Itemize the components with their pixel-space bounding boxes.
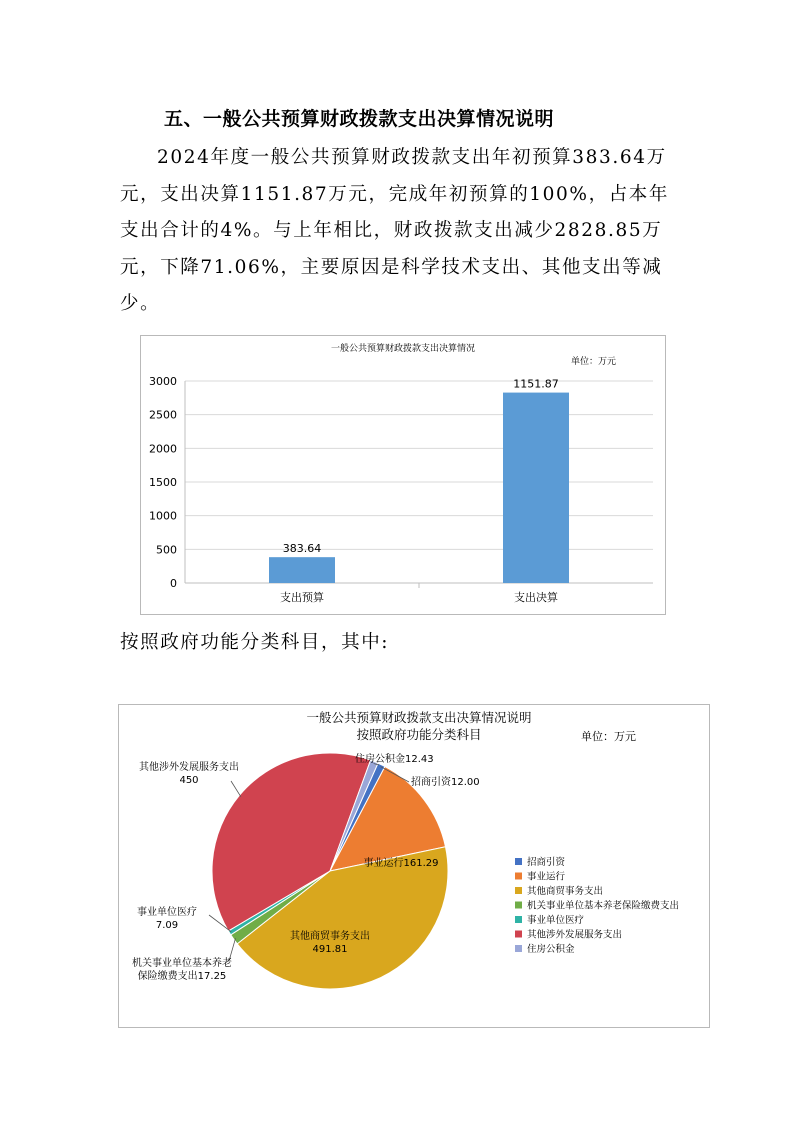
slice-label: 住房公积金12.43	[355, 754, 434, 765]
pie-chart-title: 一般公共预算财政拨款支出决算情况说明	[306, 710, 532, 725]
slice-label: 事业运行161.29	[363, 858, 439, 869]
legend-swatch	[515, 858, 522, 865]
slice-value-label: 保险缴费支出17.25	[137, 971, 227, 982]
sub-heading: 按照政府功能分类科目，其中:	[120, 632, 390, 653]
bar-chart-unit: 单位：万元	[571, 357, 617, 367]
legend-swatch	[515, 887, 522, 894]
pie-chart-panel	[118, 704, 710, 1028]
x-tick-label: 支出预算	[280, 591, 324, 604]
paragraph-text: 2024年度一般公共预算财政拨款支出年初预算383.64万元，支出决算1151.87万元，完成年初预算的100%，占本年支出合计的4%。与上年相比，财政拨款支出减少2828.85万元，下降71.06%，主要原因是科学技术支出、其他支出等减少。	[120, 147, 669, 314]
legend-label: 其他商贸事务支出	[527, 886, 604, 897]
legend-swatch	[515, 945, 522, 952]
bar-chart-panel	[140, 335, 666, 615]
section-heading: 五、一般公共预算财政拨款支出决算情况说明	[164, 108, 555, 130]
slice-label: 事业单位医疗	[137, 907, 197, 918]
slice-value-label: 7.09	[155, 920, 179, 931]
slice-value-label: 450	[179, 775, 199, 786]
bar	[503, 393, 569, 583]
bar-chart-title: 一般公共预算财政拨款支出决算情况	[330, 344, 476, 354]
legend-label: 住房公积金	[527, 944, 575, 955]
slice-value-label: 491.81	[312, 944, 348, 955]
pie-chart	[119, 705, 709, 1027]
y-tick-label: 0	[170, 577, 177, 590]
y-tick-label: 1000	[149, 509, 177, 523]
slice-label: 其他涉外发展服务支出	[139, 762, 239, 773]
slice-label: 机关事业单位基本养老	[132, 958, 232, 969]
legend-swatch	[515, 931, 522, 938]
bar	[269, 557, 335, 583]
y-tick-label: 1500	[149, 476, 177, 489]
pie-chart-unit: 单位：万元	[581, 730, 636, 743]
legend-swatch	[515, 916, 522, 923]
pie-chart-subtitle: 按照政府功能分类科目	[356, 727, 482, 742]
y-tick-label: 2500	[149, 408, 177, 422]
y-tick-label: 3000	[149, 375, 177, 388]
legend-label: 机关事业单位基本养老保险缴费支出	[527, 900, 680, 912]
y-tick-label: 500	[156, 543, 177, 557]
body-paragraph	[120, 140, 680, 323]
legend-label: 其他涉外发展服务支出	[527, 929, 623, 941]
y-tick-label: 2000	[149, 442, 177, 456]
legend-label: 事业运行	[527, 871, 566, 883]
slice-label: 其他商贸事务支出	[290, 931, 370, 942]
bar-chart	[141, 336, 665, 614]
slice-label: 招商引资12.00	[411, 777, 480, 788]
legend-label: 事业单位医疗	[527, 915, 585, 926]
leader-line	[231, 781, 241, 797]
x-tick-label: 支出决算	[514, 591, 558, 604]
legend-label: 招商引资	[527, 857, 566, 868]
bar-data-label: 383.64	[282, 542, 322, 556]
legend-swatch	[515, 873, 522, 880]
legend-swatch	[515, 902, 522, 909]
bar-data-label: 1151.87	[513, 377, 559, 391]
